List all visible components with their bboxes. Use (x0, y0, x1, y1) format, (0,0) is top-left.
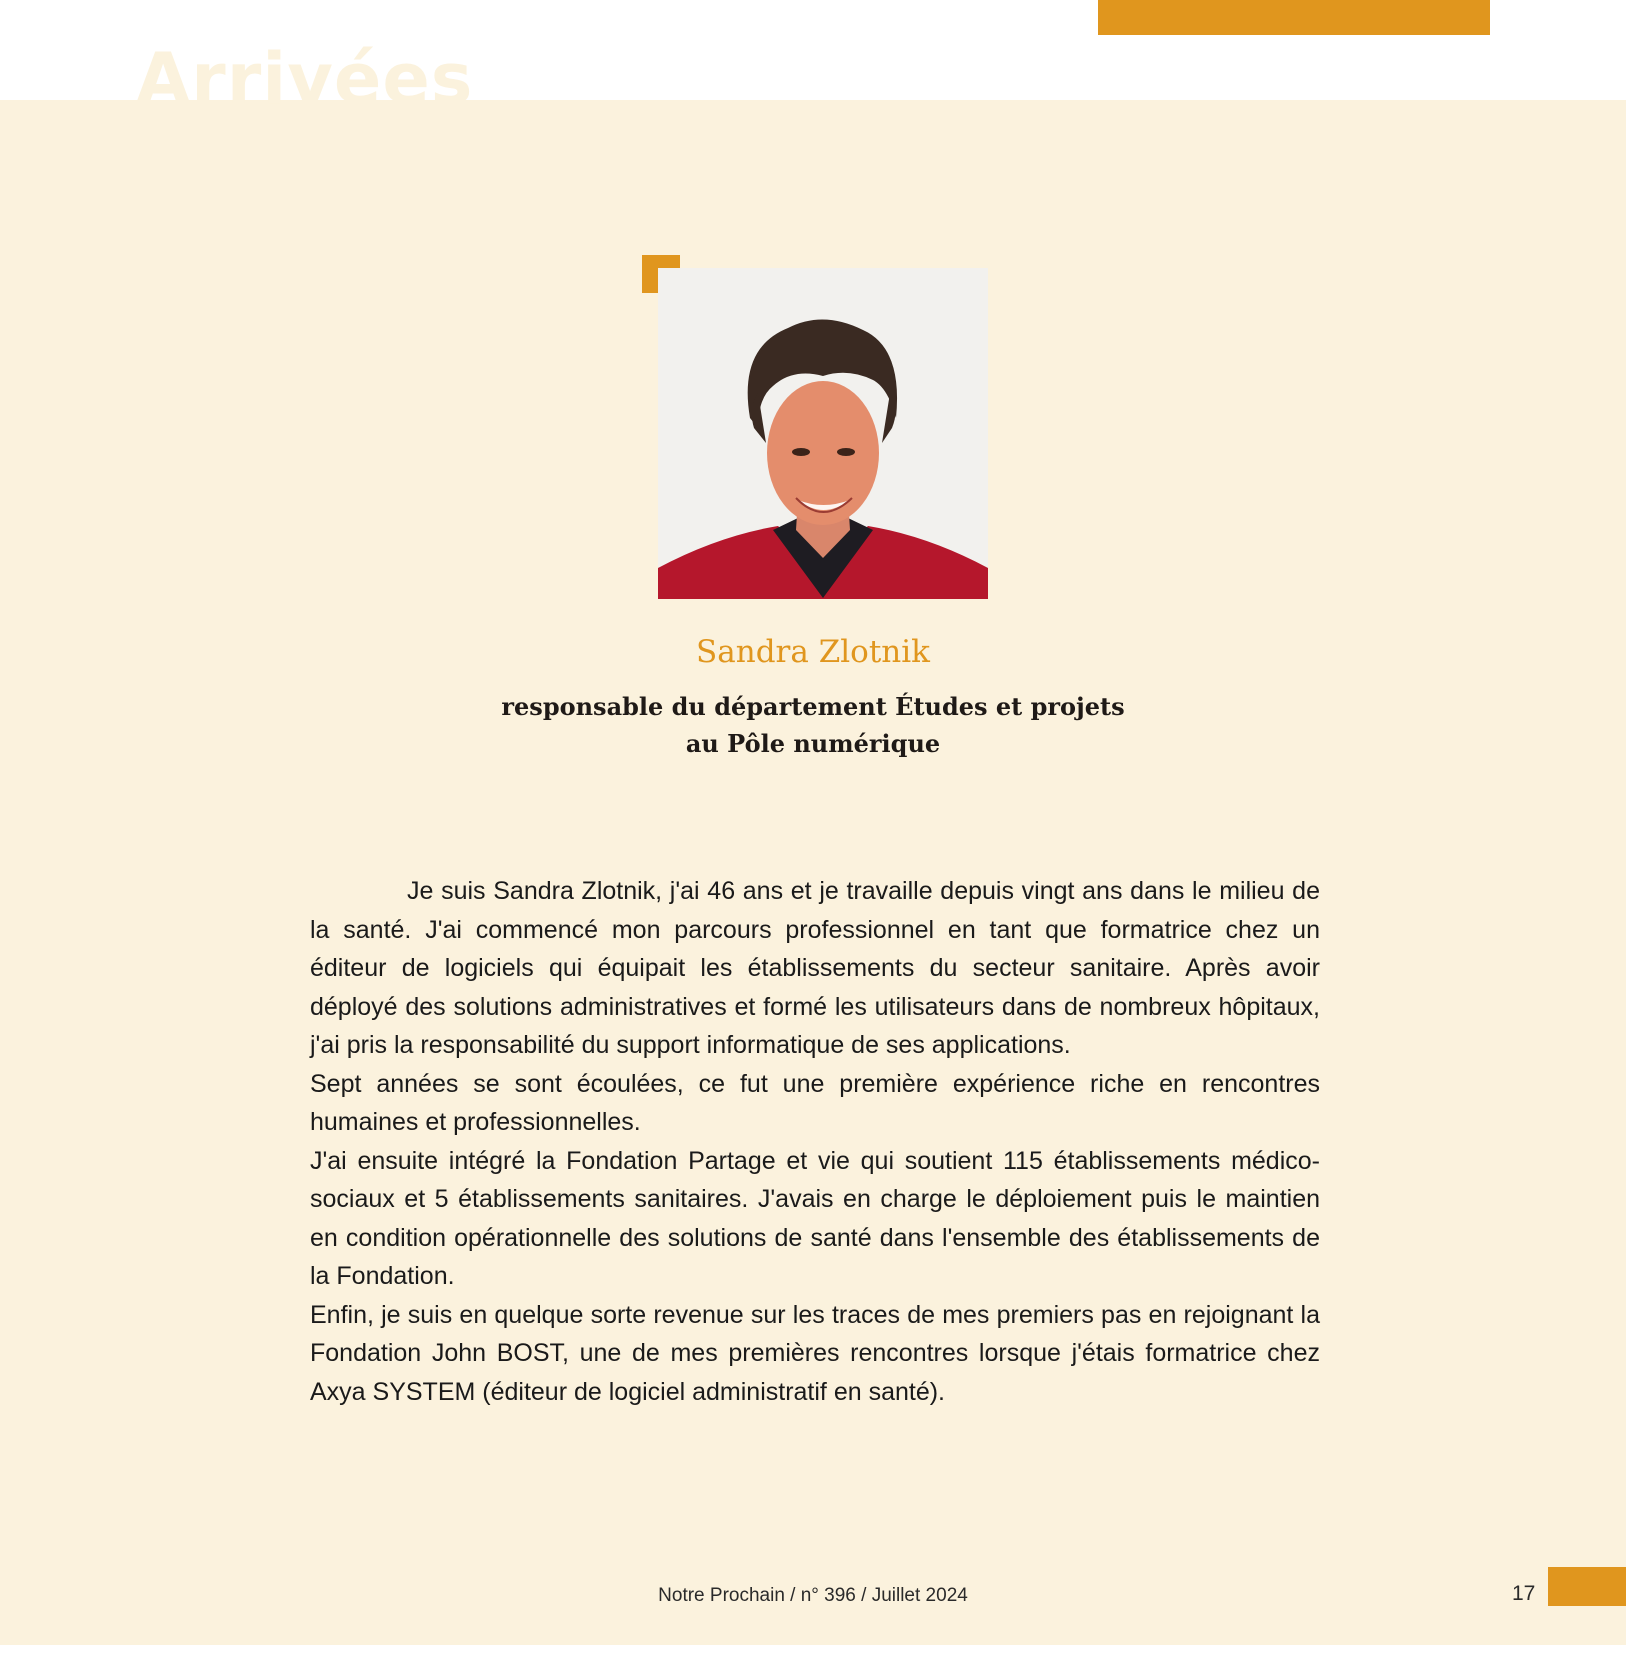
paragraph-fondation-partage: J'ai ensuite intégré la Fondation Partage et vie qui soutient 115 établissements médico-sociaux et 5 établissements sanitaires. J'avais en charge le déploiement puis le maintien en condition opérationnelle des solutions de santé dans l'ensemble des établissements de la Fondation. (310, 1146, 1320, 1290)
bottom-accent-bar (1548, 1567, 1626, 1606)
role-line-2: au Pôle numérique (685, 729, 941, 758)
publication-footer: Notre Prochain / n° 396 / Juillet 2024 (658, 1585, 968, 1606)
paragraph-intro: Je suis Sandra Zlotnik, j'ai 46 ans et je travaille depuis vingt ans dans le milieu de la santé. J'ai commencé mon parcours professionnel en tant que formatrice chez un éditeur de logiciels qui équipait les établissements du secteur sanitaire. Après avoir déployé des solutions administratives et formé les utilisateurs dans de nombreux hôpitaux, j'ai pris la responsabilité du support informatique de ses applications. (310, 877, 1320, 1059)
page-number: 17 (1512, 1582, 1536, 1605)
person-name: Sandra Zlotnik (696, 634, 930, 670)
portrait-photo (658, 268, 988, 599)
paragraph-john-bost: Enfin, je suis en quelque sorte revenue sur les traces de mes premiers pas en rejoignant la Fondation John BOST, une de mes premières rencontres lorsque j'étais formatrice chez Axya SYSTEM (éditeur de logiciel administratif en santé). (310, 1300, 1320, 1406)
section-title: Arrivées (136, 38, 474, 120)
role-line-1: responsable du département Études et projets (501, 692, 1125, 721)
top-accent-bar (1098, 0, 1490, 35)
person-role (0, 688, 1626, 762)
article-body (310, 872, 1320, 1411)
paragraph-experience: Sept années se sont écoulées, ce fut une première expérience riche en rencontres humaines et professionnelles. (310, 1069, 1320, 1136)
